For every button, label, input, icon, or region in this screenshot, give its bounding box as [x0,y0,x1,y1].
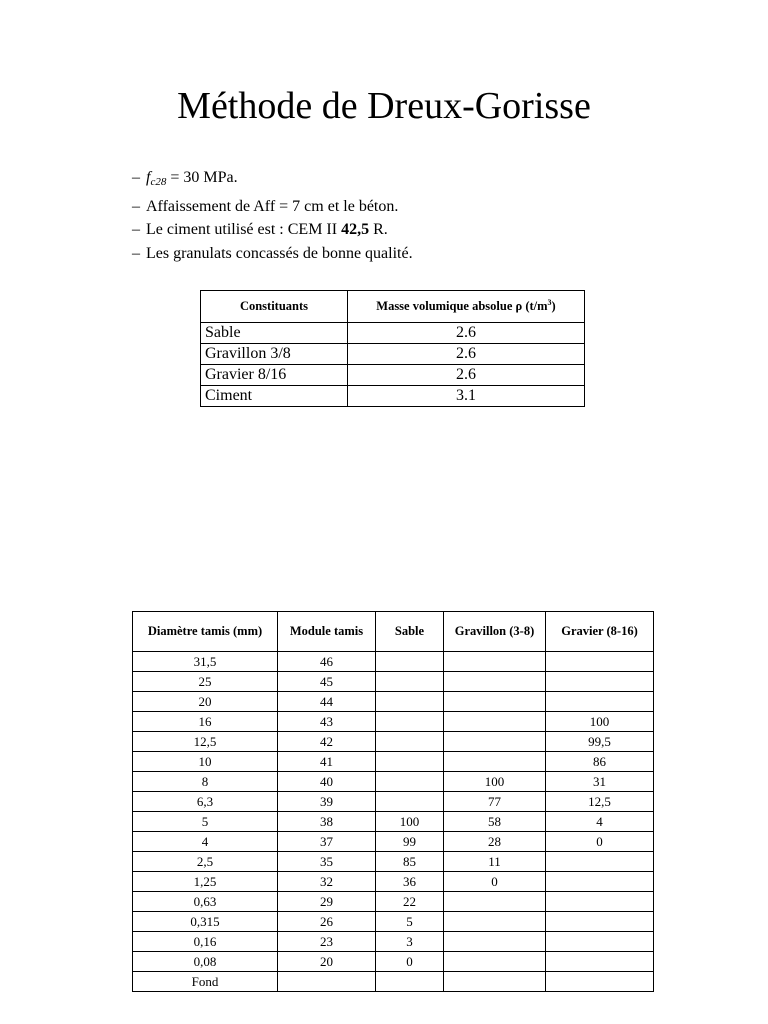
gravier-passing [546,692,654,712]
header-density-exponent: 3 [547,298,552,308]
constituent-name: Gravillon 3/8 [201,344,348,365]
constituent-density: 2.6 [348,344,585,365]
sieve-diameter: 1,25 [133,872,278,892]
sieve-module: 44 [278,692,376,712]
sand-passing [376,652,444,672]
table-row [133,752,654,772]
gravier-passing: 99,5 [546,732,654,752]
sieve-module: 23 [278,932,376,952]
sieve-module: 37 [278,832,376,852]
sand-passing [376,672,444,692]
sieve-module: 20 [278,952,376,972]
gravillon-passing: 100 [444,772,546,792]
gravillon-passing [444,892,546,912]
gravillon-passing [444,692,546,712]
gravier-passing [546,672,654,692]
gravier-passing: 12,5 [546,792,654,812]
constituent-name: Ciment [201,386,348,407]
sand-passing: 22 [376,892,444,912]
sieve-diameter: 12,5 [133,732,278,752]
table-row [133,672,654,692]
sieve-diameter: 8 [133,772,278,792]
sieve-table-body [133,652,654,992]
bullet-dash: – [132,197,140,215]
gravier-passing [546,972,654,992]
sand-passing [376,772,444,792]
sand-passing: 3 [376,932,444,952]
sieve-module: 32 [278,872,376,892]
gravillon-passing [444,752,546,772]
bullet-aggregates [132,242,413,266]
density-row [201,386,585,407]
table-row [133,692,654,712]
gravier-passing: 86 [546,752,654,772]
sand-passing: 100 [376,812,444,832]
fc28-subscript: c28 [150,176,167,188]
gravier-passing [546,932,654,952]
header-sieve-diameter: Diamètre tamis (mm) [133,612,278,652]
gravillon-passing [444,912,546,932]
sand-passing [376,792,444,812]
bullet-cement [132,218,413,242]
sieve-analysis-table [132,611,654,992]
sand-passing: 85 [376,852,444,872]
sand-passing [376,972,444,992]
sieve-diameter: 10 [133,752,278,772]
cement-class: 42,5 [341,221,370,238]
sand-passing: 36 [376,872,444,892]
table-row [133,652,654,672]
gravillon-passing: 77 [444,792,546,812]
density-row [201,344,585,365]
table-row [133,732,654,752]
table-row [133,872,654,892]
sieve-diameter: 5 [133,812,278,832]
table-row [133,852,654,872]
slump-text: Affaissement de Aff = 7 cm et le béton. [146,197,399,215]
sieve-module: 41 [278,752,376,772]
bullet-slump [132,195,413,219]
gravillon-passing [444,672,546,692]
sieve-diameter: Fond [133,972,278,992]
density-row [201,323,585,344]
sieve-diameter: 0,315 [133,912,278,932]
table-row [133,772,654,792]
table-row [133,912,654,932]
sieve-diameter: 20 [133,692,278,712]
constituent-name: Sable [201,323,348,344]
sand-passing [376,752,444,772]
constituent-density: 2.6 [348,323,585,344]
gravier-passing [546,912,654,932]
cement-prefix: Le ciment utilisé est : CEM II [146,221,342,238]
gravillon-passing [444,972,546,992]
gravillon-passing: 11 [444,852,546,872]
gravier-passing: 100 [546,712,654,732]
bullet-dash: – [132,244,140,262]
sieve-module: 39 [278,792,376,812]
gravier-passing: 4 [546,812,654,832]
header-density-text: Masse volumique absolue ρ (t/m [376,299,548,314]
sieve-module: 26 [278,912,376,932]
gravillon-passing [444,952,546,972]
cement-suffix: R. [369,221,388,238]
table-row [133,812,654,832]
gravier-passing [546,892,654,912]
sieve-diameter: 25 [133,672,278,692]
gravier-passing [546,852,654,872]
sieve-module: 38 [278,812,376,832]
header-gravel-3-8: Gravillon (3-8) [444,612,546,652]
bullet-fc28 [132,166,413,195]
sieve-module: 29 [278,892,376,912]
bullet-dash: – [132,169,140,186]
sieve-module: 42 [278,732,376,752]
gravillon-passing [444,932,546,952]
sieve-module: 45 [278,672,376,692]
header-sieve-module: Module tamis [278,612,376,652]
sieve-diameter: 16 [133,712,278,732]
requirements-list [132,166,413,265]
constituent-density: 2.6 [348,365,585,386]
sieve-header-row [133,612,654,652]
header-density [348,291,585,323]
density-header-row [201,291,585,323]
table-row [133,892,654,912]
sieve-module [278,972,376,992]
sand-passing: 5 [376,912,444,932]
sand-passing [376,712,444,732]
gravier-passing [546,652,654,672]
gravillon-passing [444,712,546,732]
constituent-density: 3.1 [348,386,585,407]
table-row [133,832,654,852]
table-row [133,712,654,732]
sieve-module: 43 [278,712,376,732]
sieve-diameter: 0,08 [133,952,278,972]
table-row [133,952,654,972]
sieve-diameter: 0,16 [133,932,278,952]
header-constituents: Constituants [201,291,348,323]
sieve-diameter: 0,63 [133,892,278,912]
header-sand: Sable [376,612,444,652]
gravillon-passing: 0 [444,872,546,892]
header-gravel-8-16: Gravier (8-16) [546,612,654,652]
table-row [133,972,654,992]
aggregates-text: Les granulats concassés de bonne qualité. [146,244,413,262]
sand-passing [376,732,444,752]
gravillon-passing: 58 [444,812,546,832]
page-title: Méthode de Dreux-Gorisse [177,85,591,127]
sand-passing: 0 [376,952,444,972]
sieve-diameter: 31,5 [133,652,278,672]
gravillon-passing: 28 [444,832,546,852]
gravier-passing [546,872,654,892]
sieve-diameter: 4 [133,832,278,852]
bullet-dash: – [132,221,140,238]
gravillon-passing [444,732,546,752]
sieve-module: 46 [278,652,376,672]
density-table [200,290,585,407]
table-row [133,792,654,812]
sieve-diameter: 6,3 [133,792,278,812]
sieve-diameter: 2,5 [133,852,278,872]
density-row [201,365,585,386]
table-row [133,932,654,952]
gravier-passing [546,952,654,972]
sieve-module: 35 [278,852,376,872]
sand-passing: 99 [376,832,444,852]
constituent-name: Gravier 8/16 [201,365,348,386]
gravier-passing: 31 [546,772,654,792]
sand-passing [376,692,444,712]
fc28-symbol: f [146,169,151,186]
header-density-close: ) [551,299,556,314]
gravier-passing: 0 [546,832,654,852]
fc28-value: = 30 MPa. [166,169,238,186]
sieve-module: 40 [278,772,376,792]
gravillon-passing [444,652,546,672]
